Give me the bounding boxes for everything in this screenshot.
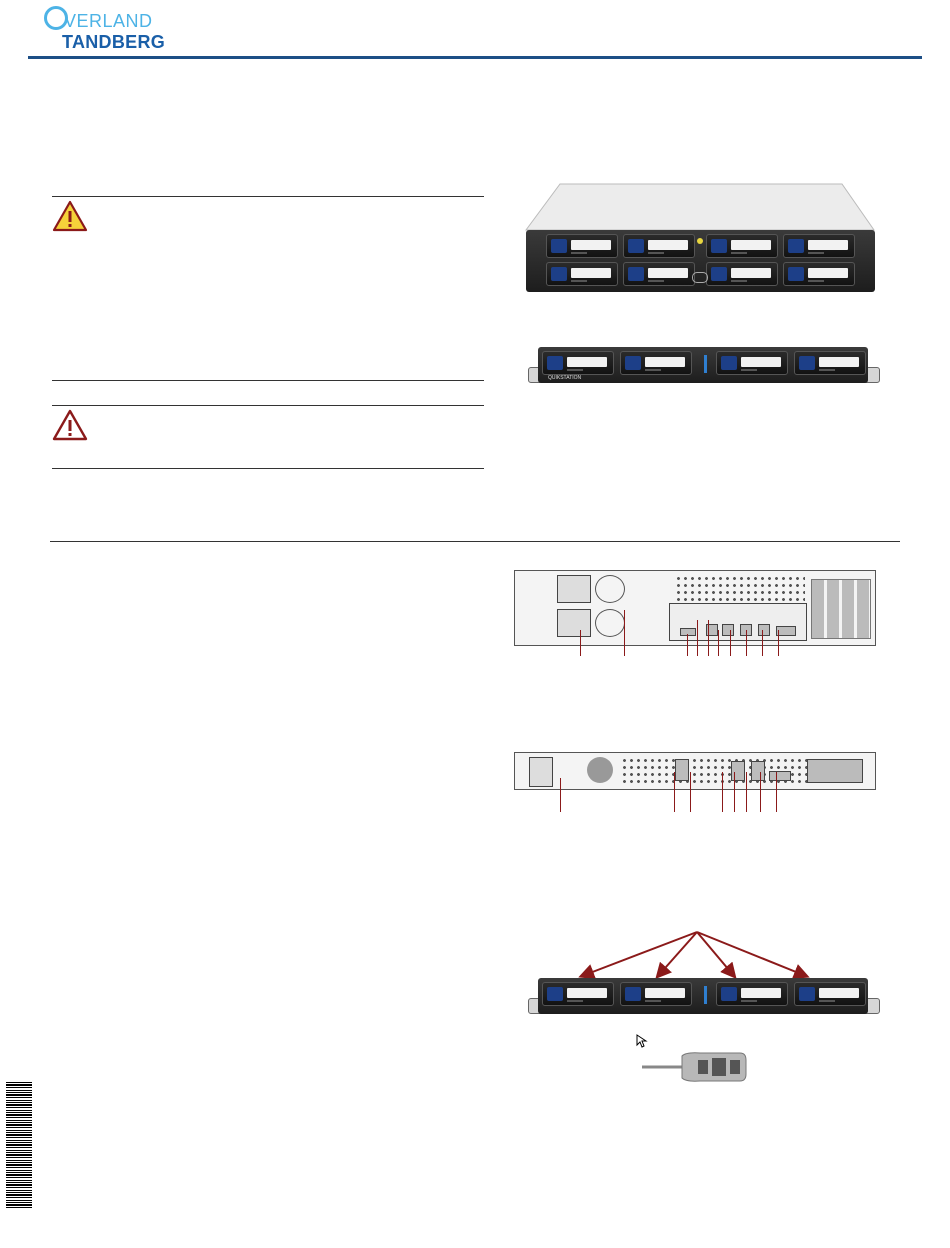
rear-chassis [514, 570, 876, 646]
quikstation-8bay-rear-image [514, 570, 876, 680]
callout-line [580, 630, 581, 656]
vga-port [769, 771, 791, 781]
chassis-front [538, 978, 868, 1014]
drive-bay [623, 234, 695, 258]
psu-fan [587, 757, 613, 783]
psu [529, 757, 553, 787]
serial-port [680, 628, 696, 636]
rear-chassis [514, 752, 876, 790]
caution-top-rule [52, 405, 484, 406]
callout-line [722, 772, 723, 812]
usb-port [704, 355, 707, 373]
drive-bay [546, 234, 618, 258]
barcode [6, 1082, 32, 1210]
vent-grille [621, 757, 831, 785]
warning-top-rule [52, 196, 484, 197]
callout-line [778, 630, 779, 656]
warning-icon [52, 200, 88, 232]
drive-bay [542, 351, 614, 375]
drive-bay [783, 262, 855, 286]
quikstation-8bay-front-image [522, 182, 877, 294]
callout-line [760, 772, 761, 812]
io-panel [669, 603, 807, 641]
drive-bay [706, 234, 778, 258]
callout-line [674, 772, 675, 812]
callout-line [746, 772, 747, 812]
usb-port [722, 624, 734, 636]
drive-callout-arrows [560, 924, 820, 984]
drive-bay [620, 351, 692, 375]
usb-port [704, 986, 707, 1004]
drive-bay [783, 234, 855, 258]
psu-2 [557, 609, 591, 637]
drive-bay [620, 982, 692, 1006]
warning-bottom-rule [52, 380, 484, 381]
callout-line [690, 772, 691, 812]
callout-line [697, 620, 698, 656]
section-divider [50, 541, 900, 542]
caution-bottom-rule [52, 468, 484, 469]
psu-1 [557, 575, 591, 603]
status-led [697, 238, 703, 244]
callout-line [746, 630, 747, 656]
quikstation-4bay-rear-image [514, 752, 876, 812]
chassis-front [538, 347, 868, 383]
logo-line2: TANDBERG [62, 32, 166, 52]
callout-line [708, 620, 709, 656]
callout-line [560, 778, 561, 812]
drive-bay [794, 351, 866, 375]
pcie-slots [811, 579, 871, 639]
callout-line [734, 772, 735, 812]
drive-bay [542, 982, 614, 1006]
lan-port [758, 624, 770, 636]
callout-line [776, 772, 777, 812]
chassis-front [526, 230, 875, 292]
lan-port [751, 761, 765, 781]
usb-port [675, 759, 689, 781]
callout-line [687, 634, 688, 656]
logo-line1: VERLAND [64, 11, 153, 31]
power-button [692, 272, 708, 283]
pcie-slot [807, 759, 863, 783]
header-rule [28, 56, 922, 59]
callout-line [762, 630, 763, 656]
quikstation-4bay-front-image [528, 347, 878, 383]
psu-fan-2 [595, 609, 625, 637]
drive-bay [794, 982, 866, 1006]
callout-line [624, 610, 625, 656]
cursor-icon [636, 1034, 650, 1048]
quikstation-4bay-front-image-2 [528, 978, 878, 1014]
vga-port [776, 626, 796, 636]
drive-bay [623, 262, 695, 286]
vent-grille [675, 575, 805, 601]
front-brand-label: QUIKSTATION [548, 375, 582, 381]
psu-fan-1 [595, 575, 625, 603]
drive-bay [546, 262, 618, 286]
callout-line [730, 630, 731, 656]
release-tool-icon [640, 1050, 750, 1084]
chassis-top [522, 182, 877, 232]
callout-line [718, 630, 719, 656]
caution-icon [52, 409, 88, 441]
drive-bay [716, 982, 788, 1006]
drive-bay [716, 351, 788, 375]
drive-bay [706, 262, 778, 286]
overland-tandberg-logo [44, 6, 184, 52]
